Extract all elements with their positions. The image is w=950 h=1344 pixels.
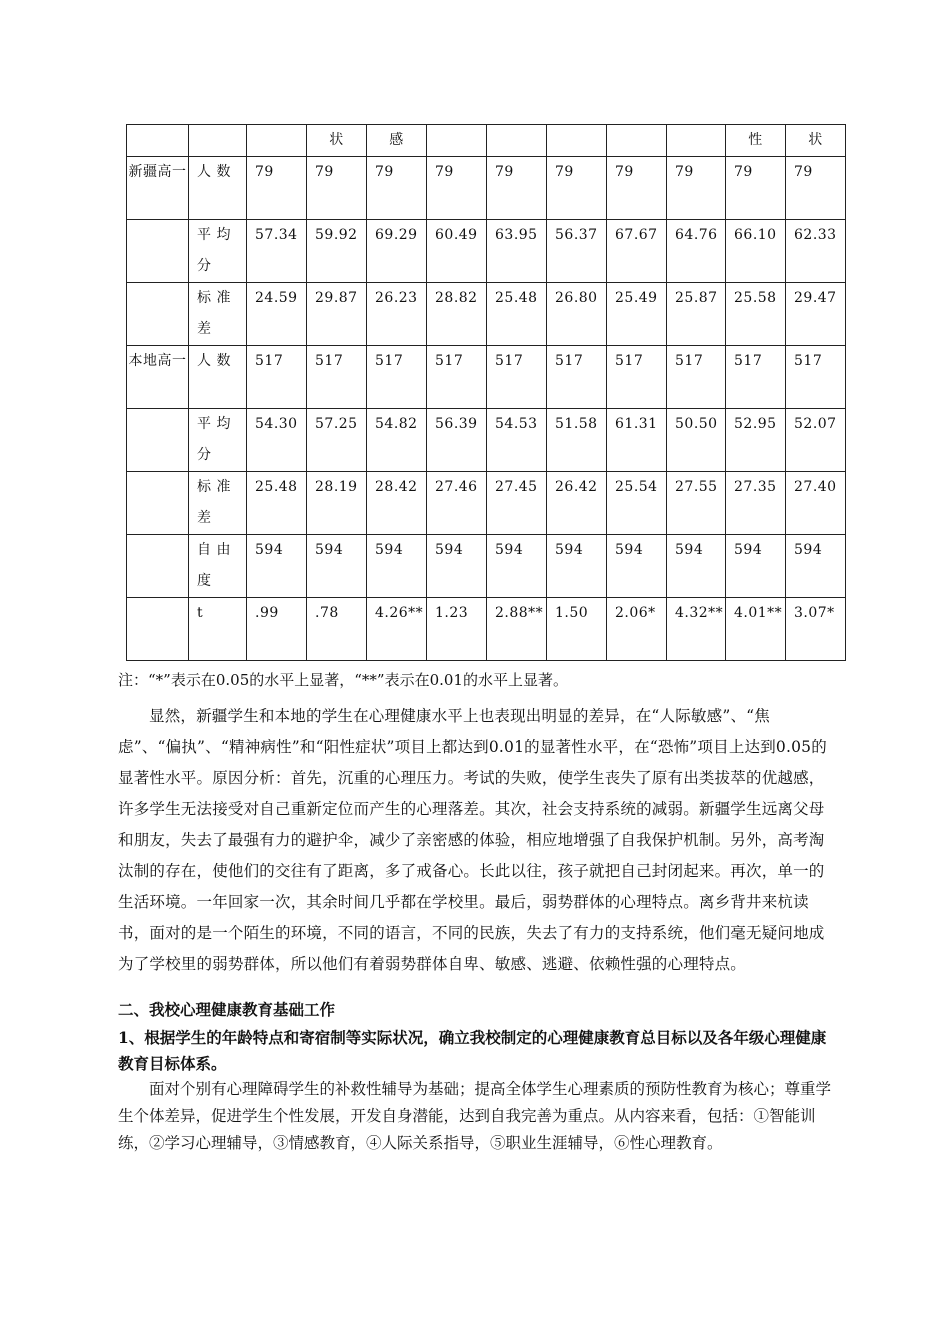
- table-row: [127, 283, 846, 346]
- group-cell: 新疆高一: [127, 157, 189, 220]
- value-cell: 25.87: [667, 283, 726, 346]
- value-cell: 79: [786, 157, 846, 220]
- analysis-paragraph: 显然，新疆学生和本地的学生在心理健康水平上也表现出明显的差异，在“人际敏感”、“焦虑”、“偏执”、“精神病性”和“阳性症状”项目上都达到0.01的显著性水平，在“恐怖”项目上达到0.05的显著性水平。原因分析：首先，沉重的心理压力。考试的失败，使学生丧失了原有出类拔萃的优越感，许多学生无法接受对自己重新定位而产生的心理落差。其次，社会支持系统的减弱。新疆学生远离父母和朋友，失去了最强有力的避护伞，减少了亲密感的体验，相应地增强了自我保护机制。另外，高考淘汰制的存在，使他们的交往有了距离，多了戒备心。长此以往，孩子就把自己封闭起来。再次，单一的生活环境。一年回家一次，其余时间几乎都在学校里。最后，弱势群体的心理特点。离乡背井来杭读书，面对的是一个陌生的环境，不同的语言，不同的民族，失去了有力的支持系统，他们毫无疑问地成为了学校里的弱势群体，所以他们有着弱势群体自卑、敏感、逃避、依赖性强的心理特点。: [118, 707, 827, 973]
- value-cell: 25.48: [247, 472, 307, 535]
- value-cell: 27.40: [786, 472, 846, 535]
- value-cell: 54.53: [487, 409, 547, 472]
- table-row: [127, 472, 846, 535]
- value-cell: 594: [786, 535, 846, 598]
- value-cell: 25.48: [487, 283, 547, 346]
- row-label-cell: 平 均 分: [189, 220, 247, 283]
- group-cell: [127, 220, 189, 283]
- value-cell: 517: [547, 346, 607, 409]
- value-cell: 56.39: [427, 409, 487, 472]
- value-cell: 517: [726, 346, 786, 409]
- value-cell: 4.26**: [367, 598, 427, 661]
- value-cell: 594: [607, 535, 667, 598]
- value-cell: 4.01**: [726, 598, 786, 661]
- value-cell: 517: [307, 346, 367, 409]
- value-cell: 79: [726, 157, 786, 220]
- value-cell: 60.49: [427, 220, 487, 283]
- value-cell: 27.35: [726, 472, 786, 535]
- value-cell: 594: [667, 535, 726, 598]
- value-cell: 52.07: [786, 409, 846, 472]
- value-cell: .78: [307, 598, 367, 661]
- value-cell: 28.82: [427, 283, 487, 346]
- value-cell: 79: [427, 157, 487, 220]
- table-body: [127, 125, 846, 661]
- subsection-heading: 1、根据学生的年龄特点和寄宿制等实际状况，确立我校制定的心理健康教育总目标以及各年级心理健康教育目标体系。: [118, 1028, 827, 1073]
- header-cell: 状: [307, 125, 367, 157]
- value-cell: 3.07*: [786, 598, 846, 661]
- header-cell: 性: [726, 125, 786, 157]
- value-cell: 27.46: [427, 472, 487, 535]
- value-cell: 51.58: [547, 409, 607, 472]
- value-cell: 79: [307, 157, 367, 220]
- value-cell: 79: [547, 157, 607, 220]
- value-cell: 594: [307, 535, 367, 598]
- value-cell: 594: [367, 535, 427, 598]
- value-cell: 54.82: [367, 409, 427, 472]
- value-cell: 517: [247, 346, 307, 409]
- value-cell: 54.30: [247, 409, 307, 472]
- value-cell: 26.42: [547, 472, 607, 535]
- value-cell: 28.42: [367, 472, 427, 535]
- row-label-cell: 自 由 度: [189, 535, 247, 598]
- header-cell: [247, 125, 307, 157]
- statistics-table: [126, 124, 846, 661]
- value-cell: 594: [427, 535, 487, 598]
- value-cell: 2.06*: [607, 598, 667, 661]
- value-cell: 27.55: [667, 472, 726, 535]
- value-cell: 79: [367, 157, 427, 220]
- value-cell: 59.92: [307, 220, 367, 283]
- value-cell: 79: [667, 157, 726, 220]
- value-cell: 517: [667, 346, 726, 409]
- value-cell: 25.49: [607, 283, 667, 346]
- group-cell: [127, 283, 189, 346]
- group-cell: [127, 472, 189, 535]
- group-cell: [127, 535, 189, 598]
- header-cell: [547, 125, 607, 157]
- value-cell: 56.37: [547, 220, 607, 283]
- value-cell: 517: [607, 346, 667, 409]
- value-cell: 27.45: [487, 472, 547, 535]
- table-row: [127, 346, 846, 409]
- value-cell: 517: [367, 346, 427, 409]
- value-cell: 79: [487, 157, 547, 220]
- value-cell: 61.31: [607, 409, 667, 472]
- value-cell: 64.76: [667, 220, 726, 283]
- value-cell: 29.47: [786, 283, 846, 346]
- header-cell: [487, 125, 547, 157]
- header-cell: [127, 125, 189, 157]
- table-row: [127, 157, 846, 220]
- value-cell: 517: [427, 346, 487, 409]
- value-cell: 67.67: [607, 220, 667, 283]
- section-heading: 二、我校心理健康教育基础工作: [118, 1000, 336, 1019]
- row-label-cell: 平 均 分: [189, 409, 247, 472]
- value-cell: 594: [547, 535, 607, 598]
- header-cell: 感: [367, 125, 427, 157]
- row-label-cell: 人 数: [189, 157, 247, 220]
- value-cell: 28.19: [307, 472, 367, 535]
- value-cell: 24.59: [247, 283, 307, 346]
- value-cell: 57.25: [307, 409, 367, 472]
- header-cell: [427, 125, 487, 157]
- table-header-row: [127, 125, 846, 157]
- value-cell: 69.29: [367, 220, 427, 283]
- group-cell: [127, 598, 189, 661]
- value-cell: .99: [247, 598, 307, 661]
- value-cell: 63.95: [487, 220, 547, 283]
- value-cell: 79: [607, 157, 667, 220]
- value-cell: 25.58: [726, 283, 786, 346]
- value-cell: 25.54: [607, 472, 667, 535]
- table-row: [127, 598, 846, 661]
- value-cell: 62.33: [786, 220, 846, 283]
- table-row: [127, 535, 846, 598]
- value-cell: 4.32**: [667, 598, 726, 661]
- value-cell: 26.23: [367, 283, 427, 346]
- value-cell: 29.87: [307, 283, 367, 346]
- header-cell: 状: [786, 125, 846, 157]
- value-cell: 26.80: [547, 283, 607, 346]
- group-cell: 本地高一: [127, 346, 189, 409]
- value-cell: 2.88**: [487, 598, 547, 661]
- goals-paragraph: 面对个别有心理障碍学生的补救性辅导为基础；提高全体学生心理素质的预防性教育为核心；尊重学生个体差异，促进学生个性发展，开发自身潜能，达到自我完善为重点。从内容来看，包括：①智能训练，②学习心理辅导，③情感教育，④人际关系指导，⑤职业生涯辅导，⑥性心理教育。: [118, 1080, 832, 1152]
- value-cell: 57.34: [247, 220, 307, 283]
- value-cell: 79: [247, 157, 307, 220]
- value-cell: 1.23: [427, 598, 487, 661]
- row-label-cell: t: [189, 598, 247, 661]
- header-cell: [667, 125, 726, 157]
- value-cell: 66.10: [726, 220, 786, 283]
- value-cell: 594: [247, 535, 307, 598]
- table-note: 注：“*”表示在0.05的水平上显著，“**”表示在0.01的水平上显著。: [118, 671, 568, 689]
- group-cell: [127, 409, 189, 472]
- value-cell: 517: [786, 346, 846, 409]
- value-cell: 594: [487, 535, 547, 598]
- value-cell: 50.50: [667, 409, 726, 472]
- row-label-cell: 标 准 差: [189, 472, 247, 535]
- header-cell: [607, 125, 667, 157]
- value-cell: 517: [487, 346, 547, 409]
- value-cell: 52.95: [726, 409, 786, 472]
- value-cell: 1.50: [547, 598, 607, 661]
- value-cell: 594: [726, 535, 786, 598]
- table-row: [127, 220, 846, 283]
- table-row: [127, 409, 846, 472]
- header-cell: [189, 125, 247, 157]
- row-label-cell: 标 准 差: [189, 283, 247, 346]
- row-label-cell: 人 数: [189, 346, 247, 409]
